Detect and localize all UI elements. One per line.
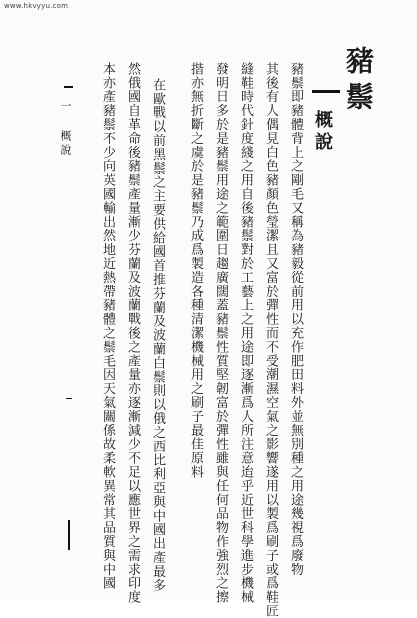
margin-bracket — [68, 520, 70, 550]
watermark: www.hkvyyu.com — [4, 2, 69, 10]
body-column-3: 縫鞋時代針度綫之用自後豬鬃對於工藝上之用途即逐漸爲人所注意迨乎近世科學進步機械 — [238, 62, 253, 605]
section-title: 概說 — [312, 110, 333, 154]
body-column-7: 然俄國自革命後豬鬃產量漸少芬蘭及波蘭戰後之產量亦逐漸減少不足以應世界之需求印度 — [125, 62, 140, 605]
body-column-6: 在歐戰以前黑鬃之主要供給國首推芬蘭及波蘭白鬃則以俄之西比利亞與中國出產最多 — [150, 78, 165, 593]
book-title: 豬鬃 — [342, 46, 375, 118]
body-column-1: 豬鬃即豬體背上之剛毛又稱為豬毅從前用以充作肥田料外並無別種之用途幾視爲廢物 — [288, 62, 303, 577]
body-column-8: 本亦產豬鬃不少向英國輸出然地近熱帶豬體之鬃毛因天氣關係故柔軟異常其品質與中國 — [100, 62, 115, 591]
side-mark — [66, 398, 72, 403]
running-head-rule — [64, 86, 73, 88]
section-number-rule — [312, 90, 340, 93]
body-column-5: 揩亦無折斷之虞於是豬鬃乃成爲製造各種清潔機械用之刷子最佳原料 — [188, 62, 203, 479]
body-column-2: 其後有人偶見白色豬顏色瑩潔且又富於彈性而不受潮濕空氣之影響遂用以製爲刷子或爲鞋匠 — [263, 62, 278, 618]
body-column-4: 發明日多於是豬鬃用途之範圍日趨廣闊蓋豬鬃性質堅韌富於彈性雖與任何品物作強烈之擦 — [213, 62, 228, 605]
running-head: 一 概說 — [59, 100, 72, 158]
